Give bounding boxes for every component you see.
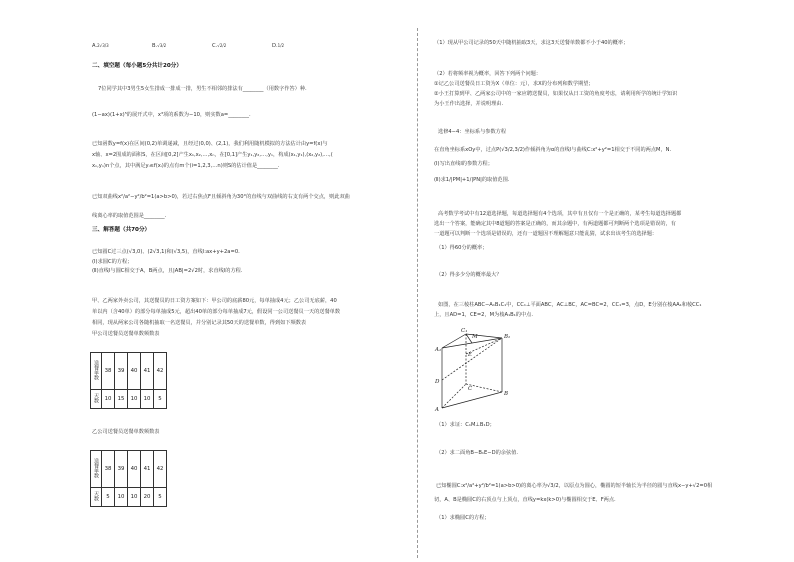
table-cell: 39 (115, 451, 128, 488)
solve-1-line3: (Ⅱ)直线l与圆C相交于A，B两点，且|AB|=2√2时，求直线l的方程. (92, 268, 243, 274)
part-1-question: （1）现从甲公司记录的50天中随机抽取3天，求这3天送餐单数都不小于40的概率； (434, 40, 629, 46)
ellipse-line1: 已知椭圆C:x²/a²+y²/b²=1(a>b>0)的离心率为√3/2，以原点为圆心，椭圆的短半轴长为半径的圆与直线x−y+√2=0相 (436, 483, 713, 489)
ellipse-line2: 切，A、B是椭圆C的右顶点与上顶点，直线y=kx(k>0)与椭圆相交于E、F两点. (434, 497, 616, 503)
segment-d-b1 (442, 338, 502, 380)
fill-question-2: (1−ax)(1+x)⁵的展开式中，x³项的系数为−10，则实数a=________. (92, 112, 251, 118)
choice-d: D.1/2 (272, 43, 285, 49)
table-cell: 20 (141, 488, 154, 507)
solve-1-line2: (Ⅰ)求圆C的方程； (92, 259, 133, 265)
table-row (91, 390, 167, 409)
label-d: D (435, 379, 440, 385)
exam-question-2: （2）得多少分的概率最大？ (436, 272, 502, 278)
exam-line2: 选出一个答案，能确定其中8道题的答案是正确的，而其余题中，有两道题都可判断两个选项是错误的，有 (434, 221, 676, 227)
elective-line2: (Ⅰ)写出直线l的参数方程； (434, 161, 493, 167)
label-b1: B₁ (504, 334, 511, 340)
row-header: 送餐单数 (91, 451, 102, 488)
table-cell: 42 (154, 353, 167, 390)
column-divider (417, 28, 418, 558)
ellipse-question-1: （1）求椭圆C的方程； (436, 515, 490, 521)
prism-question-1: （1）求证：C₁M⊥B₁D； (436, 422, 495, 428)
table-cell: 41 (141, 353, 154, 390)
fill-question-4-line1: 已知双曲线x²/a²−y²/b²=1(a>b>0)，若过右焦点F且倾斜角为30°的直线与双曲线的右支有两个交点，则此双曲 (92, 194, 350, 200)
table-cell: 5 (102, 488, 115, 507)
table-cell: 5 (154, 390, 167, 409)
section-fill-title: 二、填空题（每小题5分共计20分） (92, 63, 182, 69)
table-row (91, 488, 167, 507)
label-m: M (472, 334, 478, 340)
prism-figure (434, 322, 524, 412)
label-c1: C₁ (461, 328, 468, 334)
prism-line2: 上，且AD=1，CE=2，M为棱A₁B₁的中点. (434, 312, 534, 318)
table-cell: 10 (141, 390, 154, 409)
label-c: C (468, 386, 473, 392)
table-cell: 41 (141, 451, 154, 488)
part-2-item-2-cont: 为小王作出选择，并说明理由. (434, 101, 504, 107)
table-cell: 10 (102, 390, 115, 409)
row-header: 送餐单数 (91, 353, 102, 390)
table-2-title: 乙公司送餐员送餐单数频数表 (92, 429, 160, 435)
table-cell: 42 (154, 451, 167, 488)
label-b: B (504, 391, 509, 397)
prism-question-2: （2）求二面角B−B₁E−D的余弦值. (436, 450, 518, 456)
row-header: 天数 (91, 488, 102, 507)
label-a: A (435, 407, 439, 412)
table-row (91, 353, 167, 390)
fill-question-1: 7位同学其中3男生5女生排成一排成一排，男生不相邻的排法有________（用数字作答）种. (98, 86, 307, 92)
table-cell: 38 (102, 353, 115, 390)
table-cell: 10 (128, 390, 141, 409)
edge-a-b (442, 392, 502, 408)
fill-question-3-line3: xₙ,yₙ)n个点，其中满足yᵢ≤f(xᵢ)的点有m个(i=1,2,3,…n)则S的估计值是________. (92, 163, 280, 169)
table-cell: 5 (154, 488, 167, 507)
choice-a: A.2√3/3 (92, 43, 109, 49)
elective-line3: (Ⅱ)求1/|PM|+1/|PN|的取值范围. (434, 177, 510, 183)
part-2-question: （2）若将频率视为概率，回答下列两个问题： (434, 71, 542, 77)
table-row (91, 451, 167, 488)
part-2-item-2: ②小王打算到甲、乙两家公司中的一家应聘送餐员，如果仅从日工资的角度考虑，请利用所学的统计学知识 (434, 91, 678, 97)
table-cell: 10 (115, 488, 128, 507)
solve-2-line3: 相同，现从两家公司各随机抽取一名送餐员，并分别记录其50天的送餐单数，得到如下频数表 (92, 320, 307, 326)
table-cell: 39 (115, 353, 128, 390)
table-cell: 10 (128, 488, 141, 507)
table-1-title: 甲公司送餐员送餐单数频数表 (92, 331, 160, 337)
choice-c: C.√2/2 (212, 43, 227, 49)
frequency-table-1 (90, 352, 167, 409)
table-cell: 40 (128, 353, 141, 390)
label-a1: A₁ (435, 347, 442, 353)
choice-b: B.√3/2 (152, 43, 167, 49)
exam-question-1: （1）得60分的概率； (436, 245, 488, 251)
prism-line1: 如图，在三棱柱ABC−A₁B₁C₁中，CC₁⊥平面ABC，AC⊥BC，AC=BC=2，CC₁=3，点D，E分别在棱AA₁和棱CC₁ (438, 302, 702, 308)
row-header: 天数 (91, 390, 102, 409)
fill-question-3-line1: 已知函数y=f(x)在区间(0,2)单调递减，且经过(0,0)、(2,1)，我们利用随机模拟的方法估计由y=f(x)与 (92, 141, 328, 147)
part-2-item-1: ①记乙公司送餐员日工资为X（单位：元），求X的分布列和数学期望； (434, 81, 594, 87)
table-cell: 15 (115, 390, 128, 409)
solve-2-line1: 甲、乙两家外卖公司，其送餐员的日工资方案如下：甲公司的底薪80元，每单抽成4元；乙公司无底薪，40 (92, 298, 337, 304)
elective-title: 选修4−4：坐标系与参数方程 (438, 129, 507, 135)
fill-question-4-line2: 线离心率的取值范围是________. (92, 213, 167, 219)
table-cell: 40 (128, 451, 141, 488)
table-cell: 38 (102, 451, 115, 488)
elective-line1: 在直角坐标系xOy中，过点P(√3/2,3/2)作倾斜角为α的直线l与曲线C:x²+y²=1相交于不同的两点M，N. (434, 147, 672, 153)
fill-question-3-line2: x轴、x=2围成的面积S，在区间[0,2]产生x₁,x₂,…,xₙ，在[0,1]产生y₁,y₂,…,yₙ，构成(x₁,y₁),(x₂,y₂),…,( (92, 152, 333, 158)
solve-1-line1: 已知圆C过三点(√3,0)、(2√3,1)和(√3,5)，直线l:ax+y+2a=0. (92, 249, 240, 255)
label-e: E (468, 352, 473, 358)
edge-a-c (442, 384, 466, 408)
section-solve-title: 三、解答题（共70分） (92, 227, 151, 233)
exam-line3: 一道题可以判断一个选项是错误的，还有一道题因不理解题意只能乱猜，试求出该考生的选择题： (434, 231, 658, 237)
solve-2-line2: 单以内（含40单）的部分每单抽成5元，超出40单的部分每单抽成7元，假设同一公司送餐员一天的送餐单数 (92, 309, 341, 315)
exam-line1: 高考数学考试中有12道选择题，每道选择题有4个选项，其中有且仅有一个是正确的，某考生每道选择题都 (438, 211, 682, 217)
frequency-table-2 (90, 450, 167, 507)
